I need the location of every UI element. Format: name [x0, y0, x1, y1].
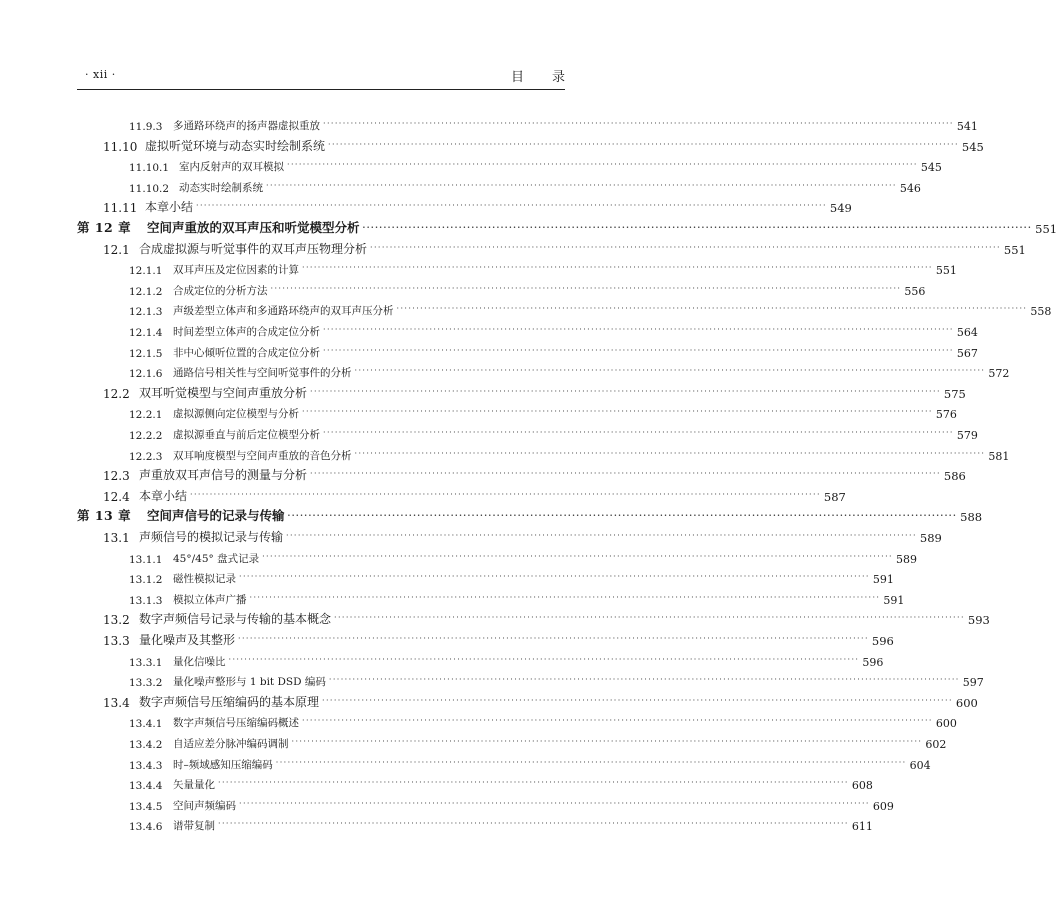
toc-dot-leader: ································································································································································ — [218, 819, 849, 829]
toc-entry-number: 12.3 — [103, 469, 130, 484]
toc-entry[interactable] — [77, 257, 957, 278]
toc-entry[interactable] — [77, 793, 894, 813]
toc-dot-leader: ································································································································································ — [275, 757, 907, 767]
toc-dot-leader: ································································································································································ — [322, 695, 953, 705]
toc-entry-title: 量化噪声及其整形 — [139, 633, 236, 647]
toc-entry-number: 13.4.4 — [129, 780, 163, 793]
toc-entry-page: 609 — [872, 799, 894, 813]
toc-entry-page: 541 — [956, 120, 978, 133]
toc-entry-page: 589 — [895, 552, 917, 566]
toc-entry[interactable] — [77, 690, 978, 710]
toc-dot-leader: ································································································································································ — [302, 407, 933, 417]
toc-dot-leader: ································································································································································ — [302, 263, 933, 273]
toc-dot-leader: ································································································································································ — [287, 160, 918, 170]
toc-entry[interactable] — [77, 546, 917, 566]
toc-entry-page: 597 — [962, 676, 984, 690]
toc-entry-title: 声级差型立体声和多通路环绕声的双耳声压分析 — [173, 305, 394, 318]
toc-entry[interactable] — [77, 340, 978, 360]
toc-dot-leader: ································································································································································ — [323, 428, 954, 437]
toc-entry-title: 本章小结 — [145, 200, 194, 215]
toc-entry[interactable] — [77, 154, 942, 175]
running-header — [77, 66, 593, 86]
toc-entry-page: 593 — [967, 613, 990, 628]
toc-entry-number: 12.2.3 — [129, 450, 163, 463]
toc-entry-page: 602 — [925, 738, 947, 751]
toc-dot-leader: ································································································································································ — [291, 737, 923, 746]
toc-dot-leader: ································································································································································ — [190, 489, 821, 499]
header-page-number: · xii · — [85, 68, 116, 81]
toc-entry-title: 本章小结 — [139, 488, 188, 503]
toc-entry-title: 矢量量化 — [173, 779, 215, 792]
toc-entry-title: 通路信号相关性与空间听觉事件的分析 — [173, 367, 352, 380]
toc-dot-leader: ································································································································································ — [287, 510, 958, 521]
toc-entry[interactable] — [77, 360, 1010, 381]
toc-entry-number: 13.4.5 — [129, 800, 163, 813]
toc-entry-number: 13.4.6 — [129, 821, 163, 834]
toc-entry-page: 546 — [899, 181, 921, 195]
toc-dot-leader: ································································································································································ — [354, 366, 986, 376]
toc-dot-leader: ································································································································································ — [266, 180, 897, 190]
toc-entry-page: 611 — [851, 820, 873, 834]
toc-entry-page: 591 — [872, 573, 894, 587]
toc-dot-leader: ································································································································································ — [370, 242, 1001, 252]
toc-entry-number: 12.4 — [103, 489, 130, 504]
toc-dot-leader: ································································································································································ — [328, 675, 960, 685]
toc-entry-title: 时–频域感知压缩编码 — [173, 758, 273, 771]
toc-entry-title: 动态实时绘制系统 — [179, 181, 263, 194]
toc-entry-title: 数字声频信号压缩编码的基本原理 — [139, 694, 320, 709]
toc-entry[interactable] — [77, 710, 957, 731]
toc-entry-title: 自适应差分脉冲编码调制 — [173, 738, 289, 750]
toc-entry[interactable] — [77, 628, 894, 648]
toc-entry-title: 数字声频信号记录与传输的基本概念 — [139, 612, 332, 627]
toc-entry-page: 567 — [956, 346, 978, 360]
toc-entry[interactable] — [77, 669, 984, 690]
toc-entry-page: 545 — [961, 139, 984, 154]
toc-entry-page: 608 — [851, 779, 873, 793]
toc-entry-page: 558 — [1030, 305, 1052, 319]
toc-entry[interactable] — [77, 401, 957, 422]
toc-entry[interactable] — [77, 443, 1010, 463]
toc-entry-page: 591 — [883, 593, 905, 607]
toc-entry-number: 11.10.1 — [129, 162, 170, 175]
toc-entry-page: 575 — [943, 386, 966, 401]
toc-entry-title: 量化信噪比 — [173, 655, 226, 668]
toc-entry[interactable] — [77, 381, 966, 401]
toc-entry-title: 双耳响度模型与空间声重放的音色分析 — [173, 449, 352, 462]
toc-entry[interactable] — [77, 422, 978, 442]
toc-entry-title: 虚拟听觉环境与动态实时绘制系统 — [145, 138, 326, 153]
toc-dot-leader: ································································································································································ — [323, 119, 954, 128]
toc-entry-number: 13.4.1 — [129, 718, 163, 731]
toc-entry-number: 11.10 — [103, 139, 138, 154]
toc-entry-title: 量化噪声整形与 1 bit DSD 编码 — [173, 676, 326, 689]
toc-entry-page: 556 — [904, 284, 926, 298]
toc-entry-title: 室内反射声的双耳模拟 — [179, 161, 284, 174]
toc-entry-title: 合成虚拟源与听觉事件的双耳声压物理分析 — [139, 241, 368, 256]
toc-entry[interactable] — [77, 813, 873, 834]
toc-entry-number: 11.10.2 — [129, 182, 170, 195]
toc-entry-page: 588 — [960, 510, 983, 525]
toc-dot-leader: ································································································································································ — [286, 531, 917, 540]
toc-entry-title: 时间差型立体声的合成定位分析 — [173, 326, 320, 338]
toc-entry-page: 587 — [823, 489, 846, 504]
toc-dot-leader: ································································································································································ — [238, 634, 869, 643]
toc-entry-page: 589 — [919, 531, 942, 545]
toc-entry[interactable] — [77, 237, 1026, 257]
toc-entry-page: 549 — [829, 201, 852, 216]
toc-entry[interactable] — [77, 772, 873, 793]
toc-entry-number: 13.2 — [103, 613, 130, 628]
toc-dot-leader: ································································································································································ — [310, 469, 941, 479]
toc-entry[interactable] — [77, 113, 978, 133]
header-rule — [77, 89, 565, 90]
toc-dot-leader: ································································································································································ — [262, 551, 893, 561]
toc-entry-number: 12.1 — [103, 242, 130, 257]
toc-entry-number: 12.1.1 — [129, 265, 163, 278]
toc-entry-number: 13.1.1 — [129, 553, 163, 566]
toc-entry-title: 45°/45° 盘式记录 — [173, 552, 260, 565]
toc-entry-number: 13.3.1 — [129, 656, 163, 669]
toc-entry-page: 579 — [956, 429, 978, 442]
toc-entry-page: 576 — [935, 408, 957, 422]
toc-dot-leader: ································································································································································ — [196, 201, 827, 211]
toc-entry-number: 13.1.2 — [129, 574, 163, 587]
toc-entry-number: 13.4.3 — [129, 759, 163, 772]
toc-entry-page: 551 — [1003, 242, 1026, 257]
toc-entry-number: 13.1 — [103, 531, 130, 545]
toc-entry-title: 双耳听觉模型与空间声重放分析 — [139, 385, 308, 400]
toc-entry-number: 第 12 章 — [77, 220, 132, 235]
toc-dot-leader: ································································································································································ — [323, 345, 954, 355]
toc-entry-number: 12.1.4 — [129, 327, 163, 339]
toc-entry-title: 声重放双耳声信号的测量与分析 — [139, 468, 308, 483]
toc-dot-leader: ································································································································································ — [239, 572, 870, 582]
toc-dot-leader: ································································································································································ — [228, 654, 860, 664]
toc-entry[interactable] — [77, 504, 983, 525]
toc-entry-title: 虚拟源侧向定位模型与分析 — [173, 408, 299, 421]
toc-dot-leader: ································································································································································ — [218, 778, 849, 788]
toc-entry[interactable] — [77, 484, 846, 504]
toc-dot-leader: ································································································································································ — [334, 613, 965, 623]
toc-entry[interactable] — [77, 649, 884, 669]
toc-entry-number: 13.4.2 — [129, 739, 163, 751]
toc-entry[interactable] — [77, 216, 1057, 236]
toc-entry-page: 596 — [862, 655, 884, 669]
toc-entry-number: 12.1.5 — [129, 347, 163, 360]
toc-entry-page: 586 — [943, 469, 966, 484]
toc-entry-page: 600 — [935, 717, 957, 731]
toc-entry-number: 12.2 — [103, 386, 130, 401]
toc-entry-number: 第 13 章 — [77, 508, 132, 524]
toc-dot-leader: ································································································································································ — [249, 592, 881, 602]
toc-entry-number: 12.1.6 — [129, 368, 163, 381]
toc-entry-title: 多通路环绕声的扬声器虚拟重放 — [173, 120, 320, 132]
toc-entry-number: 12.2.2 — [129, 430, 163, 442]
toc-entry-title: 空间声频编码 — [173, 799, 236, 812]
toc-entry-number: 12.1.3 — [129, 306, 163, 319]
toc-dot-leader: ································································································································································ — [362, 222, 1033, 232]
toc-entry-title: 模拟立体声广播 — [173, 593, 247, 606]
toc-entry-title: 空间声重放的双耳声压和听觉模型分析 — [147, 220, 360, 235]
toc-entry-number: 12.1.2 — [129, 285, 163, 298]
toc-entry-page: 604 — [909, 758, 931, 772]
toc-entry-number: 13.1.3 — [129, 594, 163, 607]
toc-entry-title: 双耳声压及定位因素的计算 — [173, 264, 299, 277]
toc-entry-title: 磁性模拟记录 — [173, 573, 236, 586]
toc-entry[interactable] — [77, 587, 905, 607]
toc-entry[interactable] — [77, 175, 921, 195]
toc-entry[interactable] — [77, 525, 942, 545]
toc-dot-leader: ································································································································································ — [239, 798, 870, 808]
toc-entry[interactable] — [77, 463, 966, 484]
toc-entry-number: 11.11 — [103, 201, 138, 216]
toc-entry-title: 空间声信号的记录与传输 — [147, 508, 285, 524]
toc-entry-page: 572 — [988, 367, 1010, 381]
toc-entry-title: 合成定位的分析方法 — [173, 284, 268, 297]
toc-entry[interactable] — [77, 731, 947, 751]
toc-entry-page: 551 — [935, 264, 957, 278]
toc-entry-number: 12.2.1 — [129, 409, 163, 422]
toc-entry-number: 13.4 — [103, 695, 130, 710]
toc-dot-leader: ································································································································································ — [396, 304, 1028, 314]
toc-entry[interactable] — [77, 278, 926, 298]
toc-dot-leader: ································································································································································ — [328, 139, 959, 149]
toc-dot-leader: ································································································································································ — [323, 325, 954, 334]
toc-entry-title: 谱带复制 — [173, 820, 215, 833]
header-title: 目录 — [510, 70, 593, 85]
toc-entry[interactable] — [77, 566, 894, 587]
toc-entry-page: 545 — [920, 161, 942, 175]
toc-entry[interactable] — [77, 752, 931, 772]
toc-entry-title: 数字声频信号压缩编码概述 — [173, 717, 299, 730]
toc-entry-title: 非中心倾听位置的合成定位分析 — [173, 346, 320, 359]
toc-entry[interactable] — [77, 607, 990, 628]
toc-dot-leader: ································································································································································ — [354, 448, 986, 458]
toc-dot-leader: ································································································································································ — [302, 716, 933, 726]
toc-entry-number: 13.3.2 — [129, 677, 163, 690]
toc-entry-page: 564 — [956, 326, 978, 339]
toc-entry-number: 11.9.3 — [129, 121, 163, 133]
toc-entry-page: 600 — [955, 695, 978, 710]
toc-dot-leader: ································································································································································ — [310, 386, 941, 396]
toc-entry[interactable] — [77, 134, 984, 154]
toc-entry[interactable] — [77, 319, 978, 339]
toc-entry[interactable] — [77, 298, 1052, 319]
toc-entry-title: 声频信号的模拟记录与传输 — [139, 530, 284, 544]
toc-entry-number: 13.3 — [103, 634, 130, 648]
toc-entry-title: 虚拟源垂直与前后定位模型分析 — [173, 429, 320, 441]
toc-entry-page: 551 — [1035, 222, 1057, 236]
toc-entry-page: 596 — [871, 634, 894, 648]
toc-entry-page: 581 — [988, 449, 1010, 463]
toc-dot-leader: ································································································································································ — [270, 283, 902, 293]
toc-entry[interactable] — [77, 195, 852, 216]
